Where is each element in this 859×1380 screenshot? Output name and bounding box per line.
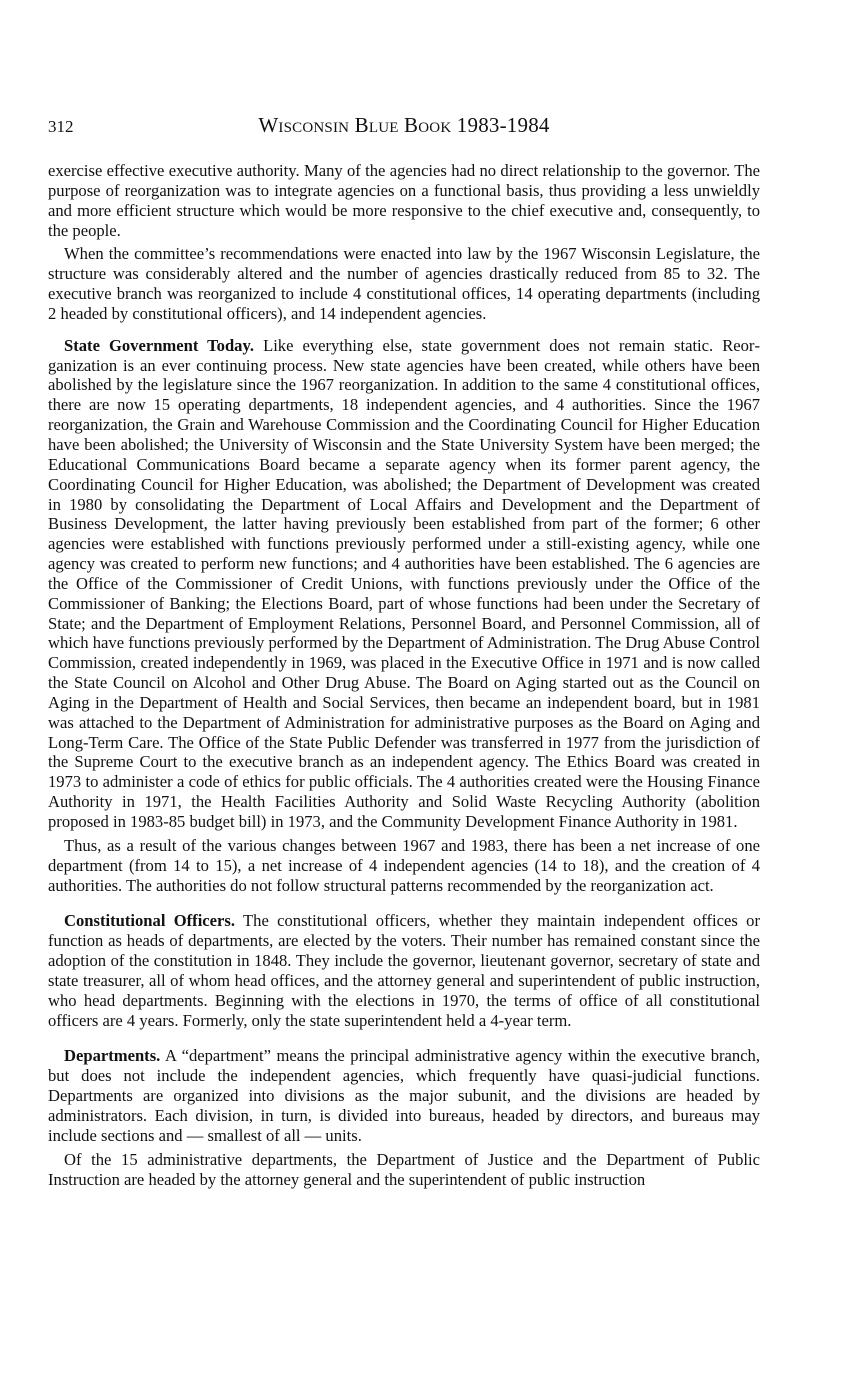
section-heading: Constitutional Officers. bbox=[64, 911, 236, 931]
paragraph-state-government-today bbox=[48, 336, 760, 832]
paragraph-departments bbox=[48, 1046, 760, 1145]
paragraph-continuation bbox=[48, 161, 760, 240]
paragraph-text: Of the 15 administrative departments, the Department of Justice and the Department of Public Instruction are headed by the attorney general and the superintendent of public instruction bbox=[48, 1149, 760, 1189]
paragraph-net-changes bbox=[48, 836, 760, 896]
page bbox=[48, 0, 760, 1189]
section-heading: Departments. bbox=[64, 1046, 161, 1066]
paragraph-text: A “department” means the principal administrative agency within the executive branch, but does not include the independent agencies, which frequently have quasi-judicial functions. Departments are organized into divisions as the major subunit, and the divisions are headed by administrators. Each division, in turn, is divided into bureaus, headed by directors, and bureaus may include sections and — smallest of all — units. bbox=[48, 1046, 760, 1145]
paragraph-text: exercise effective executive authority. Many of the agencies had no direct relationship to the governor. The purpose of reorganization was to integrate agencies on a functional basis, thus providing a less unwieldly and more efficient structure which would be more responsive to the chief executive and, consequently, to the people. bbox=[48, 161, 760, 240]
paragraph-administrative-departments bbox=[48, 1150, 760, 1190]
paragraph-text: Like everything else, state government does not remain static. Reorganization is an ever continuing process. New state agencies have been created, while others have been abolished by the legislature since the 1967 reorganization. In addition to the same 4 constitutional offices, there are now 15 operating departments, 18 independent agencies, and 4 authorities. Since the 1967 reorganization, the Grain and Warehouse Commission and the Coordinating Council for Higher Education have been abolished; the University of Wisconsin and the State University System have been merged; the Educational Communications Board became a separate agency when its former parent agency, the Coordinating Council for Higher Education, was abolished; the Department of Development was created in 1980 by consolidating the Department of Local Affairs and Development and the Department of Business Development, the latter having previously been established from part of the former; 6 other agencies were established with functions previously performed under a still-existing agency, while one agency was created to perform new functions; and 4 authorities have been established. The 6 agencies are the Office of the Commissioner of Credit Unions, with functions previously under the Office of the Commissioner of Banking; the Elections Board, part of whose functions had been under the Secretary of State; and the Department of Employment Relations, Personnel Board, and Personnel Commission, all of which have functions previously performed by the Department of Administration. The Drug Abuse Control Commission, created independently in 1969, was placed in the Executive Office in 1971 and is now called the State Council on Alcohol and Other Drug Abuse. The Board on Aging started out as the Council on Aging in the Department of Health and Social Services, then became an independent board, but in 1981 was attached to the Department of Administration for administrative purposes as the Board on Aging and Long-Term Care. The Office of the State Public Defender was transferred in 1977 from the jurisdiction of the Supreme Court to the executive branch as an independent agency. The Ethics Board was created in 1973 to administer a code of ethics for public officials. The 4 authorities created were the Housing Finance Authority in 1971, the Health Facilities Authority and Solid Waste Recycling Authority (abolition proposed in 1983-85 budget bill) in 1973, and the Community Development Finance Authority in 1981. bbox=[48, 335, 760, 831]
paragraph-text: The constitutional officers, whether they maintain independent offices or function as heads of departments, are elected by the voters. Their number has remained constant since the adoption of the constitution in 1848. They include the governor, lieutenant governor, secretary of state and state treasurer, all of whom head offices, and the attorney general and superintendent of public instruction, who head departments. Beginning with the elections in 1970, the terms of office of all constitutional officers are 4 years. Formerly, only the state superintendent held a 4-year term. bbox=[48, 911, 760, 1030]
running-head bbox=[48, 113, 760, 143]
body-text bbox=[48, 161, 760, 1189]
paragraph-constitutional-officers bbox=[48, 911, 760, 1030]
paragraph-legislature-1967 bbox=[48, 244, 760, 323]
page-number: 312 bbox=[48, 117, 74, 136]
paragraph-text: Thus, as a result of the various changes between 1967 and 1983, there has been a net increase of one department (from 14 to 15), a net increase of 4 independent agencies (14 to 18), and the creation of 4 authorities. The authorities do not follow structural patterns recommended by the reorganization act. bbox=[48, 835, 760, 895]
paragraph-text: When the committee’s recommendations were enacted into law by the 1967 Wisconsin Legislature, the structure was considerably altered and the number of agencies drastically reduced from 85 to 32. The executive branch was reorganized to include 4 constitutional offices, 14 operating departments (including 2 headed by constitutional officers), and 14 independent agencies. bbox=[48, 244, 760, 323]
section-heading: State Government Today. bbox=[64, 335, 255, 355]
book-title: Wisconsin Blue Book 1983-1984 bbox=[258, 113, 550, 137]
